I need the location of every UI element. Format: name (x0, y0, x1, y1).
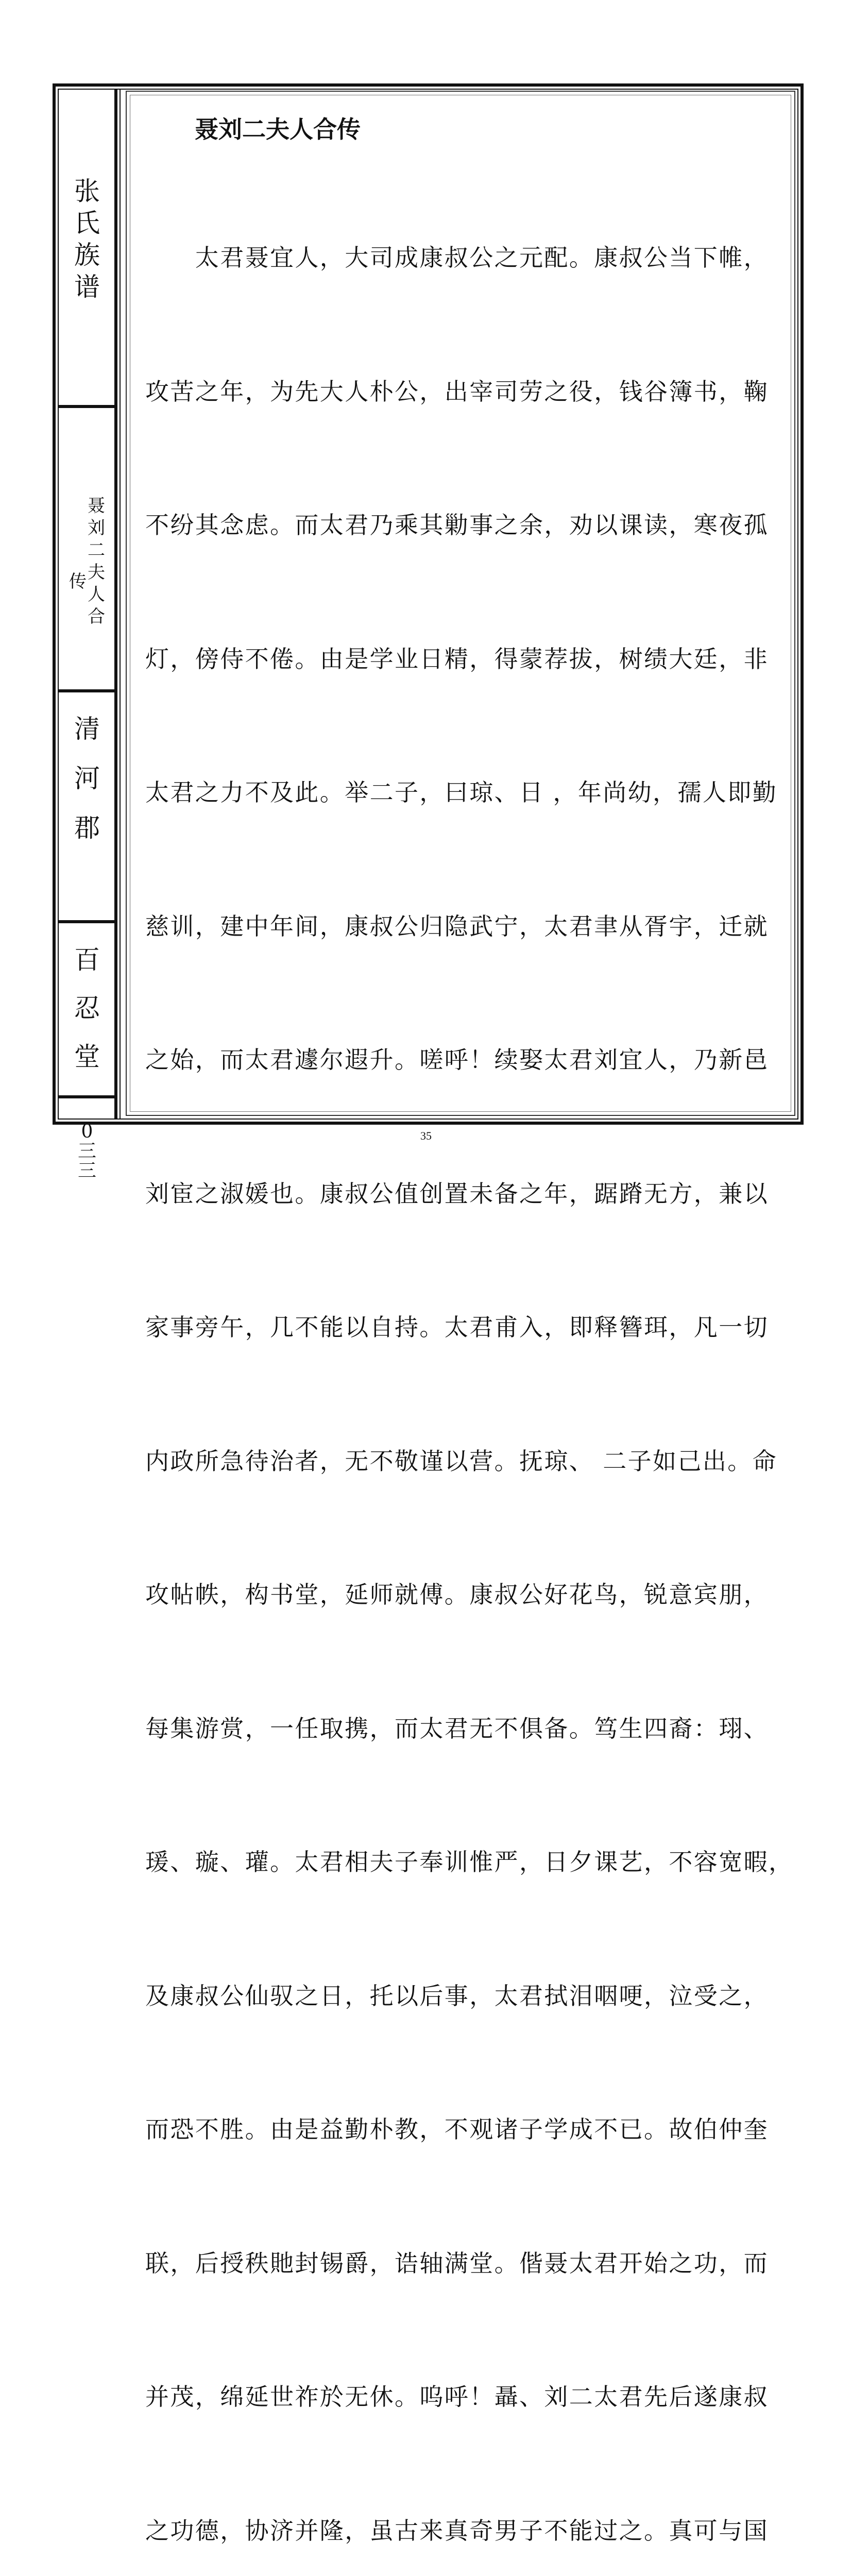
hall-name: 百 忍 堂 (74, 945, 100, 1072)
body-line: 攻帖帙，构书堂，延师就傅。康叔公好花鸟，锐意宾朋， (145, 1581, 769, 1608)
body-line: 太君聂宜人，大司成康叔公之元配。康叔公当下帷， (145, 244, 769, 272)
body-line: 及康叔公仙驭之日，托以后事，太君拭泪咽哽，泣受之， (145, 1981, 769, 2010)
article (145, 114, 795, 2576)
body-line: 之始，而太君遽尔遐升。嗟呼！续娶太君刘宜人，乃新邑 (145, 1046, 769, 1074)
body-line: 不纷其念虑。而太君乃乘其勦事之余，劝以课读，寒夜孤 (145, 511, 769, 539)
body-line: 慈训，建中年间，康叔公归隐武宁，太君聿从胥宇，迁就 (145, 912, 769, 940)
body-line: 而恐不胜。由是益勤朴教，不观诸子学成不已。故伯仲奎 (145, 2115, 769, 2143)
region-name: 清 河 郡 (74, 714, 100, 843)
body-line: 之功德，协济并隆，虽古来真奇男子不能过之。真可与国 (145, 2516, 769, 2545)
body-line: 联，后授秩貤封锡爵，诰轴满堂。偕聂太君开始之功，而 (145, 2249, 769, 2277)
chapter-title (59, 408, 115, 689)
body-line: 内政所急待治者，无不敬谨以营。抚琼、 二子如己出。命 (145, 1447, 778, 1475)
body-line: 家事旁午，几不能以自持。太君甫入，即释簪珥，凡一切 (145, 1313, 769, 1341)
sidebar-rule (114, 89, 121, 1120)
chapter-title-col-1: 聂 刘 二 夫 人 合 (88, 496, 105, 627)
body-line: 太君之力不及此。举二子，曰琼、日 ，年尚幼，孺人即勤 (145, 778, 778, 806)
body-line: 刘宦之淑媛也。康叔公值创置未备之年，踞蹐无方，兼以 (145, 1179, 769, 1208)
body-line: 灯，傍侍不倦。由是学业日精，得蒙荐拔，树绩大廷，非 (145, 645, 769, 673)
page-number: 35 (420, 1129, 432, 1142)
body-line: 并茂，绵延世祚於无休。呜呼！聶、刘二太君先后遂康叔 (145, 2383, 769, 2411)
body-line: 每集游赏，一任取携，而太君无不俱备。笃生四裔：珝、 (145, 1714, 769, 1742)
body-line: 攻苦之年，为先大人朴公，出宰司劳之役，钱谷簿书，鞠 (145, 377, 769, 405)
sidebar (59, 90, 115, 1181)
book-title: 张 氏 族 谱 (74, 176, 100, 302)
body-line: 瑗、璇、瓘。太君相夫子奉训惟严，日夕课艺，不容宽暇， (145, 1848, 794, 1876)
page-code: 0 三 三 (77, 1121, 96, 1181)
chapter-title-col-2: 传 (69, 571, 87, 592)
article-title: 聂刘二夫人合传 (195, 115, 361, 143)
article-body (145, 146, 795, 2576)
